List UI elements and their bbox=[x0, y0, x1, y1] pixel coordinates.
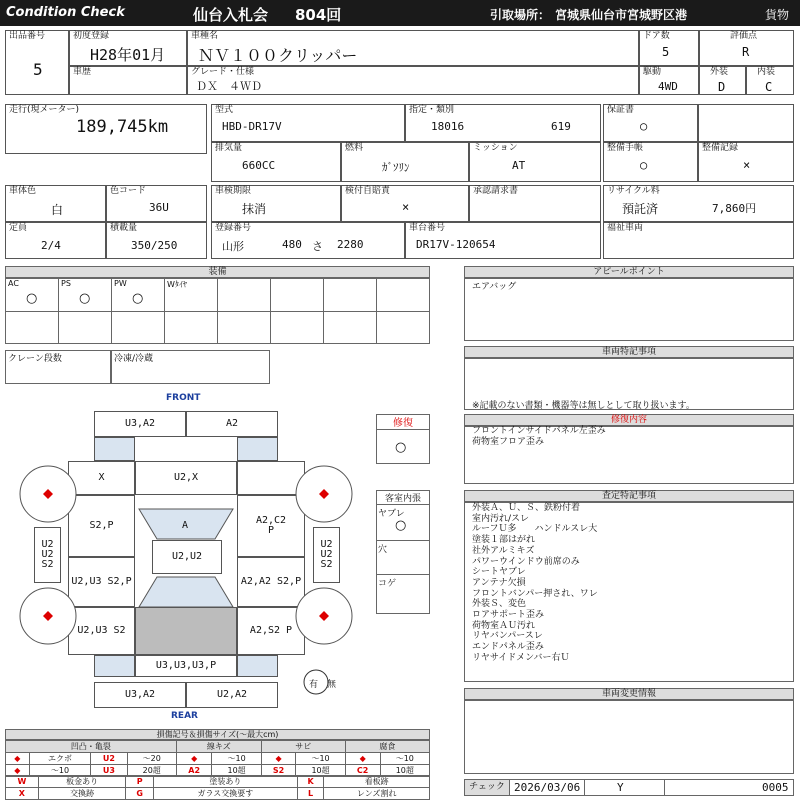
first-reg-cell: 初度登録 H28年01月 bbox=[69, 30, 187, 66]
legend-ekubo: エクボ bbox=[29, 753, 91, 765]
left-side-panel: U2 U2 S2 bbox=[34, 527, 61, 583]
front-bumper-right: A2 bbox=[186, 411, 278, 437]
service-book-cell: 整備手帳 ○ bbox=[603, 142, 698, 182]
inspection-note-line: 室内汚れ/スレ bbox=[472, 513, 530, 524]
insurance-cell: 検付自賠責 × bbox=[341, 185, 469, 222]
equipment-col-divider bbox=[217, 278, 218, 344]
body-color-cell: 車体色 白 bbox=[5, 185, 106, 222]
change-info-title: 車両変更情報 bbox=[464, 688, 794, 700]
roof: U2,U2 bbox=[152, 540, 222, 574]
displacement-cell: 排気量 660CC bbox=[211, 142, 341, 182]
right-front-lamp bbox=[237, 437, 278, 461]
mission-cell: ミッション AT bbox=[469, 142, 601, 182]
model-name-cell: 車種名 ＮＶ１００クリッパー bbox=[187, 30, 639, 66]
insurance: × bbox=[402, 200, 410, 214]
inspection-note-line: 社外アルミキズ bbox=[472, 545, 535, 556]
legend-c2: C2 bbox=[345, 765, 380, 777]
legend-over10: 10超 bbox=[380, 765, 429, 777]
load: 350/250 bbox=[131, 239, 178, 252]
legend-scratch-title: 線キズ bbox=[176, 741, 261, 753]
inspection-notes-list bbox=[472, 503, 598, 664]
legend-diamond: ◆ bbox=[261, 753, 296, 765]
equipment-col-divider bbox=[323, 278, 324, 344]
reg-no-cell: 登録番号 山形 480 さ 2280 bbox=[211, 222, 405, 259]
legend-k-text: 看板跡 bbox=[324, 776, 430, 788]
warranty: ○ bbox=[640, 119, 648, 133]
service-record: × bbox=[743, 158, 751, 172]
legend-p: P bbox=[126, 776, 153, 788]
equipment-col-divider bbox=[376, 278, 377, 344]
legend-p-text: 塗装あり bbox=[153, 776, 297, 788]
recycle-fee: 7,860円 bbox=[712, 202, 757, 215]
appeal-text: エアバッグ bbox=[472, 282, 517, 292]
left-front-door: S2,P bbox=[68, 495, 135, 557]
drive: 4WD bbox=[658, 80, 678, 93]
legend-u2: U2 bbox=[91, 753, 127, 765]
grade: ＤＸ ４ＷＤ bbox=[196, 80, 262, 93]
legend-lt10: 〜10 bbox=[212, 753, 261, 765]
model-code-cell: 型式 HBD-DR17V bbox=[211, 104, 405, 142]
front-label: FRONT bbox=[166, 393, 201, 403]
right-mid-door: A2,A2 S2,P bbox=[237, 557, 305, 607]
grade-score-cell: 評価点 R bbox=[699, 30, 794, 66]
front-right-wheel-icon bbox=[294, 464, 354, 524]
inspection: 抹消 bbox=[242, 202, 267, 216]
rear-bumper-left: U3,A2 bbox=[94, 682, 186, 708]
left-mid-door: U2,U3 S2,P bbox=[68, 557, 135, 607]
warranty-empty-cell bbox=[698, 104, 794, 142]
inspection-note-line: エンドパネル歪み bbox=[472, 642, 544, 653]
cabin-divider bbox=[376, 540, 430, 541]
right-rear-door: A2,S2 P bbox=[237, 607, 305, 655]
legend-lt20: 〜20 bbox=[127, 753, 176, 765]
special-title: 車両特記事項 bbox=[464, 346, 794, 358]
legend-w: W bbox=[6, 776, 39, 788]
left-fender: X bbox=[68, 461, 135, 495]
chassis: DR17V-120654 bbox=[416, 238, 496, 251]
welfare-cell: 福祉車両 bbox=[603, 222, 794, 259]
check-date: 2026/03/06 bbox=[514, 781, 581, 794]
change-info-box bbox=[464, 700, 794, 774]
inspection-note-line: リヤサイドメンバー右Ｕ bbox=[472, 652, 570, 663]
legend-diamond: ◆ bbox=[6, 765, 30, 777]
cabin-tear-value: ○ bbox=[395, 518, 407, 533]
exterior-cell: 外装 D bbox=[699, 66, 746, 95]
color-code: 36U bbox=[149, 201, 169, 214]
inspection-note-line: ロアサポート歪み bbox=[472, 610, 545, 621]
legend-over20: 20超 bbox=[127, 765, 176, 777]
legend-symbols-table bbox=[5, 775, 430, 800]
first-reg: H28年01月 bbox=[90, 46, 166, 64]
right-side-panel: U2 U2 S2 bbox=[313, 527, 340, 583]
reg-kana: さ bbox=[312, 240, 323, 253]
legend-corrosion-title: 腐食 bbox=[345, 741, 429, 753]
inspection-note-line: 外装Ａ、Ｕ、Ｓ、鉄粉付着 bbox=[472, 503, 581, 513]
hood: U2,X bbox=[135, 461, 237, 495]
equipment-col-divider bbox=[111, 278, 112, 344]
mileage-cell: 走行(現メーター) 189,745km bbox=[5, 104, 207, 154]
recycle-status: 預託済 bbox=[622, 202, 659, 216]
auction-session: 804回 bbox=[295, 6, 342, 24]
equip-pw-label: PW bbox=[114, 279, 127, 288]
inspection-note-line: リヤバンパースレ bbox=[472, 631, 543, 642]
reg-area: 山形 bbox=[222, 240, 244, 253]
brand-title: Condition Check bbox=[6, 5, 125, 20]
cabin-burn-label: コゲ bbox=[378, 579, 397, 589]
inspection-note-line: 塗装１部はがれ bbox=[472, 535, 536, 546]
displacement: 660CC bbox=[242, 159, 276, 172]
pickup-label: 引取場所： bbox=[490, 8, 551, 22]
repair-value: ○ bbox=[395, 440, 407, 455]
inspection-note-line: 荷物室ＡＵ汚れ bbox=[472, 620, 536, 631]
capacity: 2/4 bbox=[41, 239, 61, 252]
legend-lt10: 〜10 bbox=[29, 765, 91, 777]
left-front-lamp bbox=[94, 437, 135, 461]
legend-rust-title: サビ bbox=[261, 741, 345, 753]
appeal-title: アピールポイント bbox=[464, 266, 794, 278]
recycle-cell: リサイクル料 預託済 7,860円 bbox=[603, 185, 794, 222]
right-rear-lamp bbox=[237, 655, 278, 677]
rear-left-wheel-icon bbox=[18, 586, 78, 646]
rear-label: REAR bbox=[171, 711, 198, 721]
legend-s2: S2 bbox=[261, 765, 296, 777]
interior: C bbox=[765, 80, 773, 94]
legend-diamond: ◆ bbox=[6, 753, 30, 765]
rear-bumper-right: U2,A2 bbox=[186, 682, 278, 708]
equip-pw-value: ○ bbox=[132, 291, 144, 306]
freezer-label: 冷凍/冷蔵 bbox=[114, 354, 154, 364]
inspection-notes-title: 査定特記事項 bbox=[464, 490, 794, 502]
equipment-col-divider bbox=[270, 278, 271, 344]
equipment-col-divider bbox=[164, 278, 165, 344]
capacity-cell: 定員 2/4 bbox=[5, 222, 106, 259]
cabin-divider bbox=[376, 574, 430, 575]
exterior: D bbox=[718, 80, 726, 94]
grade-cell: グレード・仕様 ＤＸ ４ＷＤ bbox=[187, 66, 639, 95]
legend-diamond: ◆ bbox=[345, 753, 380, 765]
special-note: ※記載のない書類・機器等は無しとして取り扱います。 bbox=[472, 401, 695, 411]
cabin-title: 客室内張 bbox=[376, 491, 430, 505]
repair-line: 荷物室フロア歪み bbox=[472, 437, 545, 447]
color-code-cell: 色コード 36U bbox=[106, 185, 207, 222]
grade-score: R bbox=[742, 45, 750, 59]
repair-details-title: 修復内容 bbox=[464, 414, 794, 426]
inspection-note-line: パワーウインドウ前席のみ bbox=[472, 556, 580, 567]
mission: AT bbox=[512, 159, 526, 172]
back-door: U3,U3,U3,P bbox=[135, 655, 237, 677]
lot-no-cell: 出品番号 5 bbox=[5, 30, 69, 95]
drive-cell: 駆動 4WD bbox=[639, 66, 699, 95]
check-label: チェック bbox=[464, 779, 510, 796]
inspection-note-line: フロントバンパー押され、ワレ bbox=[472, 588, 598, 599]
left-rear-lamp bbox=[94, 655, 135, 677]
cabin-hole-label: 穴 bbox=[378, 545, 388, 555]
inspection-note-line: 外装Ｓ、変色 bbox=[472, 599, 527, 610]
spare-tire-no: 無 bbox=[327, 680, 337, 690]
interior-cell: 内装 C bbox=[746, 66, 794, 95]
legend-l: L bbox=[297, 788, 324, 800]
lot-no: 5 bbox=[33, 60, 43, 79]
equip-ac-value: ○ bbox=[26, 291, 38, 306]
legend-x-text: 交換跡 bbox=[38, 788, 126, 800]
fuel: ｶﾞｿﾘﾝ bbox=[382, 161, 410, 174]
right-front-door: A2,C2 P bbox=[237, 495, 305, 557]
cabin-tear-label: ヤブレ bbox=[378, 509, 405, 519]
legend-x: X bbox=[6, 788, 39, 800]
reg-class: 480 bbox=[282, 238, 302, 251]
legend-w-text: 板金あり bbox=[38, 776, 126, 788]
inspection-note-line: シートヤブレ bbox=[472, 567, 526, 578]
doors-cell: ドア数 5 bbox=[639, 30, 699, 66]
fuel-cell: 燃料 ｶﾞｿﾘﾝ bbox=[341, 142, 469, 182]
pickup-location: 宮城県仙台市宮城野区港 bbox=[555, 8, 688, 22]
legend-over10: 10超 bbox=[212, 765, 261, 777]
repair-title: 修復 bbox=[376, 414, 430, 430]
warranty-cell: 保証書 ○ bbox=[603, 104, 698, 142]
model-name: ＮＶ１００クリッパー bbox=[198, 46, 358, 65]
legend-lt10: 〜10 bbox=[296, 753, 345, 765]
model-code: HBD-DR17V bbox=[222, 120, 282, 133]
auction-name: 仙台入札会 bbox=[193, 6, 269, 24]
check-divider bbox=[584, 779, 585, 796]
equipment-title: 装備 bbox=[5, 266, 430, 278]
legend-a2: A2 bbox=[176, 765, 212, 777]
legend-g: G bbox=[126, 788, 153, 800]
legend-lt10: 〜10 bbox=[380, 753, 429, 765]
legend-over10: 10超 bbox=[296, 765, 345, 777]
check-inspector: Y bbox=[617, 781, 624, 794]
front-left-wheel-icon bbox=[18, 464, 78, 524]
approval-cell: 承認請求書 bbox=[469, 185, 601, 222]
chassis-cell: 車台番号 DR17V-120654 bbox=[405, 222, 601, 259]
category-no: 619 bbox=[551, 120, 571, 133]
mileage: 189,745km bbox=[76, 117, 169, 137]
load-cell: 積載量 350/250 bbox=[106, 222, 207, 259]
legend-k: K bbox=[297, 776, 324, 788]
legend-u3: U3 bbox=[91, 765, 127, 777]
repair-line: フロントインサイドパネル左歪み bbox=[472, 426, 606, 436]
rear-right-wheel-icon bbox=[294, 586, 354, 646]
inspection-cell: 車検期限 抹消 bbox=[211, 185, 341, 222]
legend-diamond: ◆ bbox=[176, 753, 212, 765]
legend-l-text: レンズ割れ bbox=[324, 788, 430, 800]
crane-label: クレーン段数 bbox=[8, 354, 62, 364]
reg-no: 2280 bbox=[337, 238, 364, 251]
doors: 5 bbox=[662, 45, 670, 59]
service-record-cell: 整備記録 × bbox=[698, 142, 794, 182]
legend-table bbox=[5, 740, 430, 777]
legend-dent-title: 凹凸・亀裂 bbox=[6, 741, 177, 753]
equip-ac-label: AC bbox=[8, 279, 19, 288]
equipment-col-divider bbox=[58, 278, 59, 344]
service-book: ○ bbox=[640, 158, 648, 172]
cargo-floor bbox=[135, 607, 237, 655]
equip-ps-value: ○ bbox=[79, 291, 91, 306]
legend-g-text: ガラス交換要す bbox=[153, 788, 297, 800]
equip-wtire-label: Wﾀｲﾔ bbox=[167, 280, 187, 289]
history-cell: 車歴 bbox=[69, 66, 187, 95]
front-bumper-left: U3,A2 bbox=[94, 411, 186, 437]
body-color: 白 bbox=[51, 203, 64, 217]
equip-ps-label: PS bbox=[61, 279, 71, 288]
check-number: 0005 bbox=[762, 781, 789, 794]
designation-cell: 指定・類別 18016 619 bbox=[405, 104, 601, 142]
category: 貨物 bbox=[765, 8, 790, 22]
legend-title: 損傷記号＆損傷サイズ(〜最大cm) bbox=[5, 729, 430, 740]
check-divider bbox=[664, 779, 665, 796]
designation: 18016 bbox=[431, 120, 465, 133]
inspection-note-line: ルーフＵ多 ハンドルスレ大 bbox=[472, 524, 598, 535]
spare-tire-yes: 有 bbox=[309, 680, 319, 690]
windshield-label: A bbox=[182, 520, 189, 531]
inspection-note-line: アンテナ欠損 bbox=[472, 577, 526, 588]
left-rear-door: U2,U3 S2 bbox=[68, 607, 135, 655]
